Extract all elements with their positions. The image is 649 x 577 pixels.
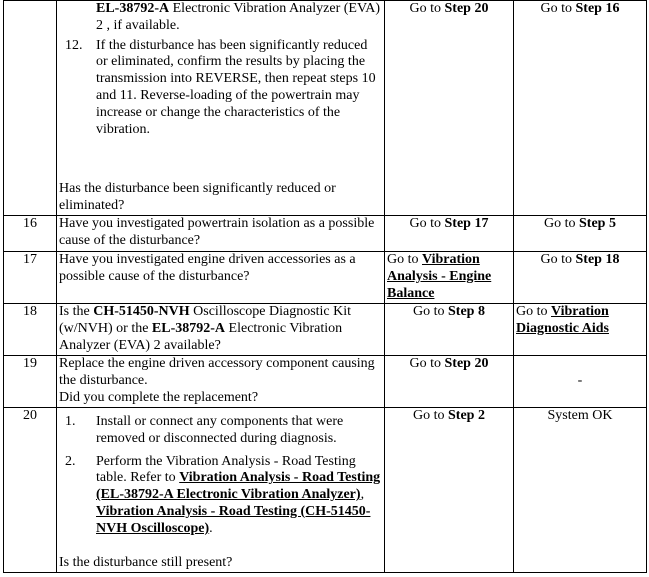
table-row [4,408,647,573]
step-number-cell: 19 [4,356,57,408]
no-cell: System OK [514,408,647,573]
tool-name: EL-38792-A [151,320,226,336]
yes-cell: Go to Step 20 [385,1,514,216]
question-text: Is the disturbance still present? [59,555,233,571]
no-cell: Go to Step 18 [514,252,647,304]
question-text: Did you complete the replacement? [59,389,259,405]
table-row [4,1,647,216]
step-number-cell [4,1,57,216]
no-cell: Go to Step 16 [514,1,647,216]
question-cell: Have you investigated engine driven accessories as a possible cause of the disturbance? [57,252,385,304]
road-testing-eva-link[interactable]: Vibration Analysis - Road Testing (EL-38792-A Electronic Vibration Analyzer) [96,470,381,503]
table-row [4,304,647,356]
table-row [4,252,647,304]
substep-item: 2. Perform the Vibration Analysis - Road Testing table. Refer to Vibration Analysis - Road Testing (EL-38792-A Electronic Vibration Analyzer), Vibration Analysis - Road Testing (CH-51450-NVH Oscilloscope). [65,453,381,536]
engine-balance-link[interactable]: Vibration Analysis - Engine Balance [387,252,492,301]
diagnostic-aids-link[interactable]: Vibration Diagnostic Aids [516,304,609,336]
substep-list [59,414,382,538]
question-text: Has the disturbance been significantly reduced or eliminated? [59,181,336,214]
yes-cell: Go to Step 2 [385,408,514,573]
goto-step-link[interactable]: Step 2 [448,408,485,423]
procedure-table [3,0,647,573]
question-cell: Is the CH-51450-NVH Oscilloscope Diagnostic Kit (w/NVH) or the EL-38792-A Electronic Vibration Analyzer (EVA) 2 available? [57,304,385,356]
substep-item: EL-38792-A Electronic Vibration Analyzer (EVA) 2 , if available. [96,1,381,33]
goto-step-link[interactable]: Step 20 [444,356,489,371]
goto-step-link[interactable]: Step 18 [575,252,620,267]
yes-cell: Go to Step 20 [385,356,514,408]
goto-step-link[interactable]: Step 8 [448,304,485,319]
goto-step-link[interactable]: Step 16 [575,1,620,16]
goto-step-link[interactable]: Step 20 [444,1,489,16]
question-cell: Replace the engine driven accessory component causing the disturbance. Did you complete the replacement? [57,356,385,408]
goto-step-link[interactable]: Step 17 [444,216,489,231]
substep-item: 1. Install or connect any components that were removed or disconnected during diagnosis. [65,414,344,446]
yes-cell: Go to Step 8 [385,304,514,356]
tool-name: CH-51450-NVH [93,304,190,319]
tool-name: EL-38792-A [96,1,170,16]
substep-item: 12. If the disturbance has been significantly reduced or eliminated, confirm the results by placing the transmission into REVERSE, then repeat steps 10 and 11. Reverse-loading of the powertrain may increase or change the characteristics of the vibration. [65,37,376,137]
no-cell: Go to Vibration Diagnostic Aids [514,304,647,356]
table-row [4,356,647,408]
step-number-cell: 20 [4,408,57,573]
substep-list [59,1,382,138]
step-number-cell: 18 [4,304,57,356]
yes-cell: Go to Vibration Analysis - Engine Balance [385,252,514,304]
step-number-cell: 16 [4,216,57,252]
table-row [4,216,647,252]
no-cell: - [514,356,647,408]
no-cell: Go to Step 5 [514,216,647,252]
goto-step-link[interactable]: Step 5 [579,216,616,231]
step-number-cell: 17 [4,252,57,304]
action-cell [57,408,385,573]
yes-cell: Go to Step 17 [385,216,514,252]
action-cell [57,1,385,216]
road-testing-oscilloscope-link[interactable]: Vibration Analysis - Road Testing (CH-51450-NVH Oscilloscope) [96,503,371,536]
question-cell: Have you investigated powertrain isolation as a possible cause of the disturbance? [57,216,385,252]
